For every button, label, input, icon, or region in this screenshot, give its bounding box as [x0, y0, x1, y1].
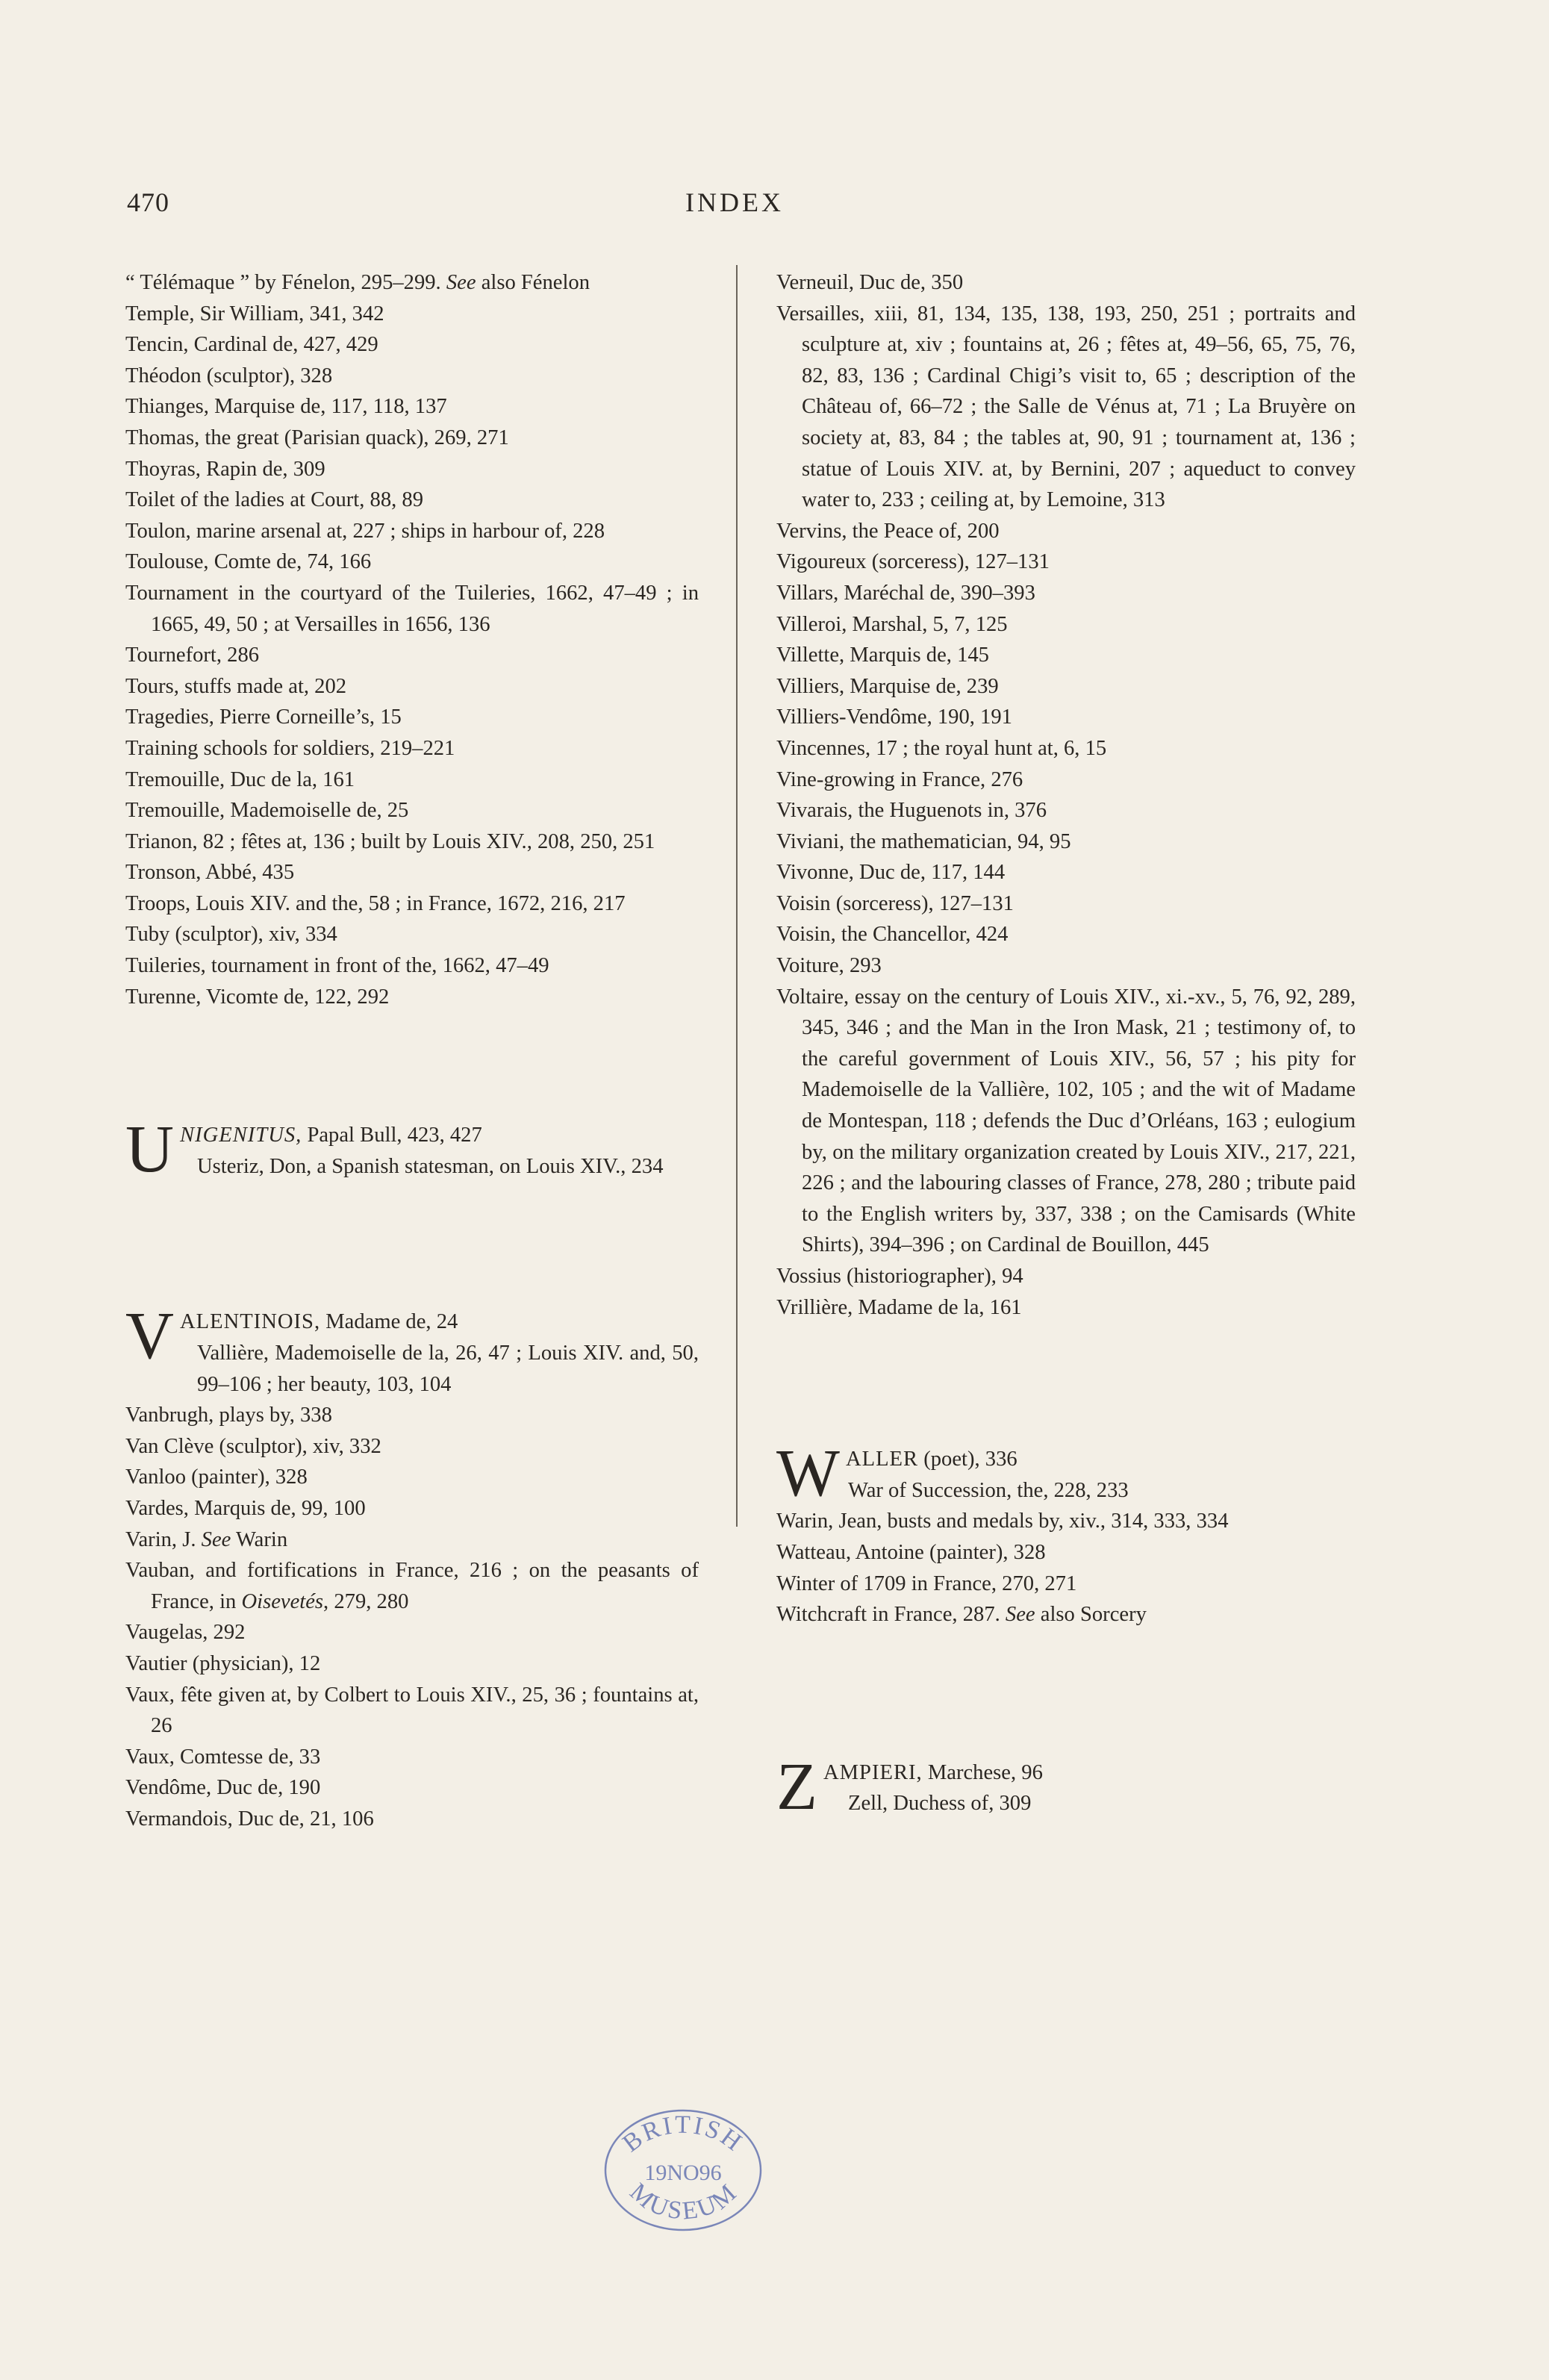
w-section — [776, 1436, 1356, 1630]
index-entry: Vivarais, the Huguenots in, 376 — [776, 799, 1047, 823]
index-entry: Tuby (sculptor), xiv, 334 — [125, 923, 337, 947]
italic-text: See — [446, 271, 476, 294]
index-entry: Vossius (historiographer), 94 — [776, 1265, 1023, 1288]
v-section — [125, 1299, 699, 1834]
headword-caps: NIGENITUS, — [180, 1124, 302, 1147]
index-entry: Villiers-Vendôme, 190, 191 — [776, 705, 1012, 729]
headword-tail: Madame de, 24 — [320, 1310, 458, 1334]
index-entry: Vivonne, Duc de, 117, 144 — [776, 861, 1006, 885]
index-entry: Thianges, Marquise de, 117, 118, 137 — [125, 395, 447, 419]
index-entry: Vardes, Marquis de, 99, 100 — [125, 1497, 366, 1520]
index-entry: Winter of 1709 in France, 270, 271 — [776, 1571, 1077, 1595]
index-entry: Villars, Maréchal de, 390–393 — [776, 581, 1035, 605]
index-entry: Tournament in the courtyard of the Tuileries, 1662, 47–49 ; in 1665, 49, 50 ; at Versailles in 1656, 136 — [125, 581, 699, 636]
index-entry: Versailles, xiii, 81, 134, 135, 138, 193, 250, 251 ; portraits and sculpture at, xiv ; fountains at, 26 ; fêtes at, 49–56, 65, 75, 76, 82, 83, 136 ; Cardinal Chigi’s visit to, 65 ; description of the Château of, 66–72 ; the Salle de Vénus at, 71 ; La Bruyère on society at, 83, 84 ; the tables at, 90, 91 ; tournament at, 136 ; statue of Louis XIV. at, by Bernini, 207 ; aqueduct to convey water to, 233 ; ceiling at, by Lemoine, 313 — [776, 302, 1356, 512]
index-entry: Usteriz, Don, a Spanish statesman, on Louis XIV., 234 — [197, 1154, 664, 1178]
index-entry: Vincennes, 17 ; the royal hunt at, 6, 15 — [776, 736, 1107, 760]
index-entry: Tencin, Cardinal de, 427, 429 — [125, 333, 378, 357]
index-entry: Tours, stuffs made at, 202 — [125, 674, 347, 698]
headword-tail: (poet), 336 — [918, 1448, 1017, 1471]
right-column — [776, 267, 1356, 1824]
index-entry: Warin, Jean, busts and medals by, xiv., 314, 333, 334 — [776, 1510, 1229, 1533]
index-entry: Villiers, Marquise de, 239 — [776, 674, 999, 698]
drop-cap-initial: U — [125, 1112, 174, 1187]
index-entry: Van Clève (sculptor), xiv, 332 — [125, 1434, 381, 1458]
index-entry: Toulon, marine arsenal at, 227 ; ships in harbour of, 228 — [125, 519, 605, 543]
index-entry: Varin, J. See Warin — [125, 1527, 288, 1551]
italic-text: See — [201, 1527, 231, 1551]
drop-cap-initial: V — [125, 1299, 174, 1374]
index-entry: Villette, Marquis de, 145 — [776, 644, 989, 667]
headword-caps: ALENTINOIS, — [180, 1310, 321, 1334]
drop-cap-initial: W — [776, 1436, 840, 1511]
italic-text: See — [1005, 1603, 1035, 1627]
index-entry: Vauban, and fortifications in France, 216 ; on the peasants of France, in Oisevetés, 279, 280 — [125, 1559, 699, 1613]
index-entry: Verneuil, Duc de, 350 — [776, 271, 964, 294]
index-entry: Tremouille, Mademoiselle de, 25 — [125, 799, 409, 823]
z-section — [776, 1749, 1356, 1824]
index-entry: Voisin, the Chancellor, 424 — [776, 923, 1009, 947]
headword-caps: ALLER — [845, 1448, 919, 1471]
page-number: 470 — [127, 187, 169, 217]
index-entry: Villeroi, Marshal, 5, 7, 125 — [776, 612, 1008, 636]
index-entry: Tronson, Abbé, 435 — [125, 861, 295, 885]
index-entry: Vine-growing in France, 276 — [776, 767, 1023, 791]
index-entry: Vendôme, Duc de, 190 — [125, 1776, 321, 1800]
index-entry: Toilet of the ladies at Court, 88, 89 — [125, 488, 424, 512]
headword-caps: AMPIERI, — [823, 1760, 923, 1784]
stamp-top-text: BRITISH — [617, 2110, 749, 2158]
index-entry: Vaux, fête given at, by Colbert to Louis XIV., 25, 36 ; fountains at, 26 — [125, 1683, 699, 1738]
index-entry: Turenne, Vicomte de, 122, 292 — [125, 985, 390, 1009]
stamp-date: 19NO96 — [644, 2161, 722, 2185]
running-head: INDEX — [685, 187, 784, 217]
index-entry: Thomas, the great (Parisian quack), 269, 271 — [125, 426, 509, 449]
index-entry: Watteau, Antoine (painter), 328 — [776, 1540, 1046, 1564]
v-entries-continued — [776, 267, 1356, 1323]
index-entry: Vallière, Mademoiselle de la, 26, 47 ; Louis XIV. and, 50, 99–106 ; her beauty, 103, 104 — [197, 1342, 699, 1396]
index-entry: Vigoureux (sorceress), 127–131 — [776, 550, 1050, 574]
index-entry: Vanbrugh, plays by, 338 — [125, 1404, 332, 1427]
index-entry: Witchcraft in France, 287. See also Sorcery — [776, 1603, 1147, 1627]
index-entry: Training schools for soldiers, 219–221 — [125, 736, 455, 760]
index-entry: Tuileries, tournament in front of the, 1662, 47–49 — [125, 954, 549, 978]
left-column — [125, 267, 699, 1835]
index-entry: War of Succession, the, 228, 233 — [848, 1478, 1129, 1502]
headword-tail: Papal Bull, 423, 427 — [302, 1124, 482, 1147]
index-entry: Tournefort, 286 — [125, 644, 260, 667]
index-entry: Voisin (sorceress), 127–131 — [776, 891, 1014, 915]
headword-tail: Marchese, 96 — [922, 1760, 1043, 1784]
t-entries — [125, 267, 699, 1012]
index-entry: Vaugelas, 292 — [125, 1621, 246, 1645]
index-entry: Zell, Duchess of, 309 — [848, 1792, 1032, 1816]
index-entry: Vanloo (painter), 328 — [125, 1465, 308, 1489]
index-entry: Tragedies, Pierre Corneille’s, 15 — [125, 705, 402, 729]
u-section — [125, 1112, 699, 1187]
index-entry: Toulouse, Comte de, 74, 166 — [125, 550, 372, 574]
index-entry: Vrillière, Madame de la, 161 — [776, 1295, 1022, 1319]
index-entry: Vervins, the Peace of, 200 — [776, 519, 1000, 543]
index-entry: Troops, Louis XIV. and the, 58 ; in France, 1672, 216, 217 — [125, 891, 626, 915]
index-entry: Viviani, the mathematician, 94, 95 — [776, 829, 1071, 853]
index-entry: Vermandois, Duc de, 21, 106 — [125, 1807, 374, 1831]
index-entry: Voltaire, essay on the century of Louis XIV., xi.-xv., 5, 76, 92, 289, 345, 346 ; and the Man in the Iron Mask, 21 ; testimony of, to the careful government of Louis XIV., 56, 57 ; his pity for Mademoiselle de la Vallière, 102, 105 ; and the wit of Madame de Montespan, 118 ; defends the Duc d’Orléans, 163 ; eulogium by, on the military organization created by Louis XIV., 217, 221, 226 ; and the labouring classes of France, 278, 280 ; tribute paid to the English writers by, 337, 338 ; on the Camisards (White Shirts), 394–396 ; on Cardinal de Bouillon, 445 — [776, 985, 1356, 1257]
index-entry: Théodon (sculptor), 328 — [125, 364, 333, 387]
index-entry: “ Télémaque ” by Fénelon, 295–299. See also Fénelon — [125, 271, 590, 294]
index-entry: Vautier (physician), 12 — [125, 1651, 321, 1675]
index-entry: Voiture, 293 — [776, 954, 882, 978]
svg-text:BRITISH — [617, 2111, 748, 2158]
column-divider — [736, 265, 738, 1527]
index-entry: Tremouille, Duc de la, 161 — [125, 767, 355, 791]
index-entry: Vaux, Comtesse de, 33 — [125, 1745, 321, 1769]
italic-text: Oisevetés — [241, 1589, 324, 1613]
stamp-bottom-text: MUSEUM — [624, 2178, 744, 2225]
drop-cap-initial: Z — [776, 1749, 817, 1824]
index-entry: Thoyras, Rapin de, 309 — [125, 457, 325, 481]
british-museum-stamp — [602, 2107, 764, 2234]
index-entry: Temple, Sir William, 341, 342 — [125, 302, 384, 325]
index-entry: Trianon, 82 ; fêtes at, 136 ; built by Louis XIV., 208, 250, 251 — [125, 829, 655, 853]
